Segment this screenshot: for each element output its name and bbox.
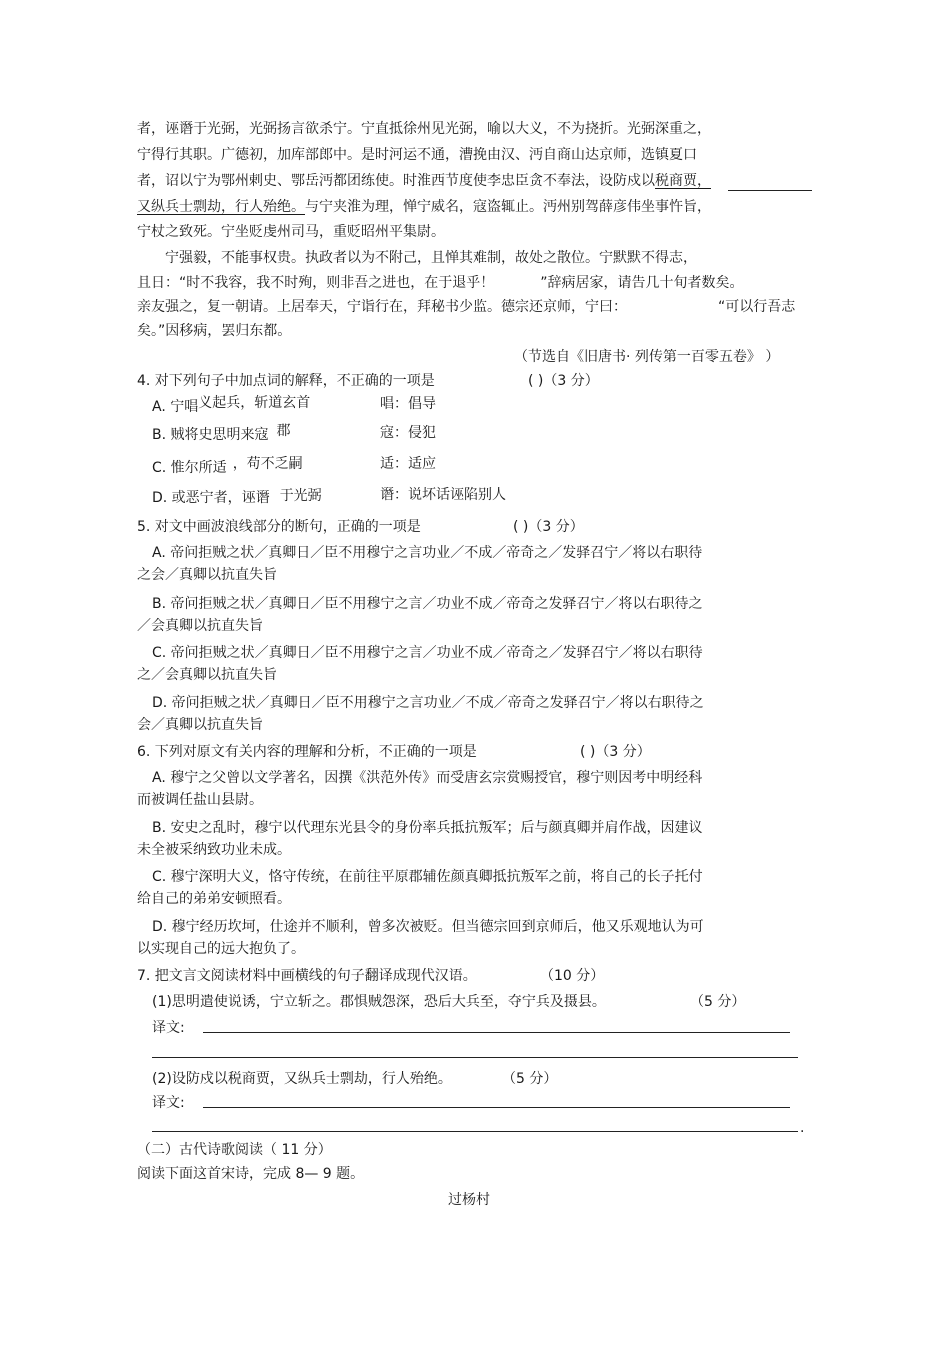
- q4-option-a: A. 宁唱义起兵，斩道玄首: [152, 395, 311, 415]
- q4-option-c-gloss: 适：适应: [380, 456, 436, 472]
- q6-option-b: B. 安史之乱时，穆宁以代理东光县令的身份率兵抵抗叛军；后与颜真卿并肩作战，因建议: [152, 820, 703, 836]
- poem-title: 过杨村: [448, 1192, 490, 1208]
- q5-option-b-cont: ／会真卿以抗直失旨: [137, 618, 263, 634]
- source-citation: （节选自《旧唐书· 列传第一百零五卷》 ）: [514, 349, 780, 365]
- section-2-instructions: 阅读下面这首宋诗，完成 8— 9 题。: [137, 1166, 365, 1182]
- passage-line: 矣。”因移病，罢归东都。: [137, 323, 292, 339]
- q7-answer-1-label: 译文:: [152, 1020, 185, 1036]
- answer-line[interactable]: [203, 1032, 790, 1033]
- q5-option-d-cont: 会／真卿以抗直失旨: [137, 717, 263, 733]
- passage-line: [137, 198, 711, 216]
- q4-option-c: C. 惟尔所适 ，苟不乏嗣: [152, 456, 303, 476]
- question-4-score: ( )（3 分）: [528, 373, 599, 389]
- q5-option-c: C. 帝问拒贼之状／真卿日／臣不用穆宁之言／功业不成／帝奇之／发驿召宁／将以右职待: [152, 645, 703, 661]
- passage-line: 者，诬谮于光弼，光弼扬言欲杀宁。宁直抵徐州见光弼，喻以大义，不为挠折。光弼深重之，: [137, 121, 711, 137]
- passage-text: 且日：“时不我容，我不时殉，则非吾之进也，在于退乎！: [137, 275, 495, 291]
- q6-option-d: D. 穆宁经历坎坷，仕途并不顺利，曾多次被贬。但当德宗回到京师后，他又乐观地认为可: [152, 919, 704, 935]
- q7-answer-2-label: 译文:: [152, 1095, 185, 1111]
- q5-option-c-cont: 之／会真卿以抗直失旨: [137, 667, 277, 683]
- underline-extension: [728, 190, 812, 191]
- answer-line[interactable]: [152, 1057, 798, 1058]
- q7-sentence-1-score: （5 分）: [690, 994, 746, 1010]
- q6-option-c-cont: 给自己的弟弟安顿照看。: [137, 891, 291, 907]
- question-7-score: （10 分）: [540, 968, 605, 984]
- q4-option-d-gloss: 谮：说坏话诬陷别人: [380, 487, 506, 503]
- q5-option-a: A. 帝问拒贼之状／真卿日／臣不用穆宁之言功业／不成／帝奇之／发驿召宁／将以右职待: [152, 545, 703, 561]
- q6-option-c: C. 穆宁深明大义，恪守传统，在前往平原郡辅佐颜真卿抵抗叛军之前，将自己的长子托付: [152, 869, 703, 885]
- passage-text: 与宁夹淮为理，惮宁威名，寇盗辄止。沔州别驾薛彦伟坐事忤旨，: [305, 199, 711, 215]
- q5-option-a-cont: 之会／真卿以抗直失旨: [137, 567, 277, 583]
- question-6-stem: 6. 下列对原文有关内容的理解和分析，不正确的一项是: [137, 744, 477, 760]
- passage-line: 宁得行其职。广德初，加库部郎中。是时河运不通，漕挽由汉、沔自商山达京师，选镇夏口: [137, 147, 697, 163]
- q6-option-a-cont: 而被调任盐山县尉。: [137, 792, 263, 808]
- passage-text: 者，诏以宁为鄂州剌史、鄂岳沔都团练使。时淮西节度使李忠臣贪不奉法，设防戍以: [137, 173, 655, 189]
- q4-option-a-gloss: 唱：倡导: [380, 396, 436, 412]
- underlined-sentence: 税商贾，: [655, 173, 711, 189]
- passage-line: 宁强毅，不能事权贵。执政者以为不附己，且惮其难制，故处之散位。宁默默不得志，: [165, 250, 697, 266]
- passage-line: 亲友强之，复一朝请。上居奉天，宁诣行在，拜秘书少监。德宗还京师，宁曰：: [137, 299, 627, 315]
- q5-option-b: B. 帝问拒贼之状／真卿日／臣不用穆宁之言／功业不成／帝奇之发驿召宁／将以右职待之: [152, 596, 703, 612]
- q7-sentence-2-score: （5 分）: [502, 1071, 558, 1087]
- q4-option-d: D. 或恶宁者，诬谮 于光弼: [152, 488, 322, 506]
- q7-sentence-1: (1)思明遣使说诱，宁立斩之。郡惧贼怨深，恐后大兵至，夺宁兵及摄县。: [152, 994, 606, 1010]
- passage-line: [137, 274, 744, 292]
- q6-option-a: A. 穆宁之父曾以文学著名，因撰《洪范外传》而受唐玄宗赏赐授官，穆宁则因考中明经科: [152, 770, 703, 786]
- q6-option-d-cont: 以实现自己的远大抱负了。: [137, 941, 305, 957]
- answer-line[interactable]: [203, 1107, 790, 1108]
- question-5-stem: 5. 对文中画波浪线部分的断句，正确的一项是: [137, 519, 421, 535]
- passage-line: [137, 172, 711, 190]
- answer-line[interactable]: [152, 1131, 798, 1132]
- passage-line: 宁杖之致死。宁坐贬虔州司马，重贬昭州平集尉。: [137, 224, 445, 240]
- question-5-score: ( )（3 分）: [513, 519, 584, 535]
- underlined-sentence: 又纵兵士剽劫，行人殆绝。: [137, 199, 305, 215]
- question-7-stem: 7. 把文言文阅读材料中画横线的句子翻译成现代汉语。: [137, 968, 477, 984]
- passage-text: ”辞病居家，请告几十旬者数矣。: [540, 275, 744, 291]
- question-6-score: ( )（3 分）: [580, 744, 651, 760]
- period-mark: .: [800, 1120, 805, 1136]
- q5-option-d: D. 帝问拒贼之状／真卿日／臣不用穆宁之言功业／不成／帝奇之发驿召宁／将以右职待之: [152, 695, 704, 711]
- section-2-title: （二）古代诗歌阅读（ 11 分）: [137, 1142, 332, 1158]
- q4-option-b-gloss: 寇：侵犯: [380, 425, 436, 441]
- passage-line: “可以行吾志: [718, 299, 796, 315]
- q4-option-b: B. 贼将史思明来寇 郡: [152, 423, 291, 443]
- question-4-stem: 4. 对下列句子中加点词的解释，不正确的一项是: [137, 373, 435, 389]
- q6-option-b-cont: 未全被采纳致功业未成。: [137, 842, 291, 858]
- q7-sentence-2: (2)设防戍以税商贾，又纵兵士剽劫，行人殆绝。: [152, 1071, 452, 1087]
